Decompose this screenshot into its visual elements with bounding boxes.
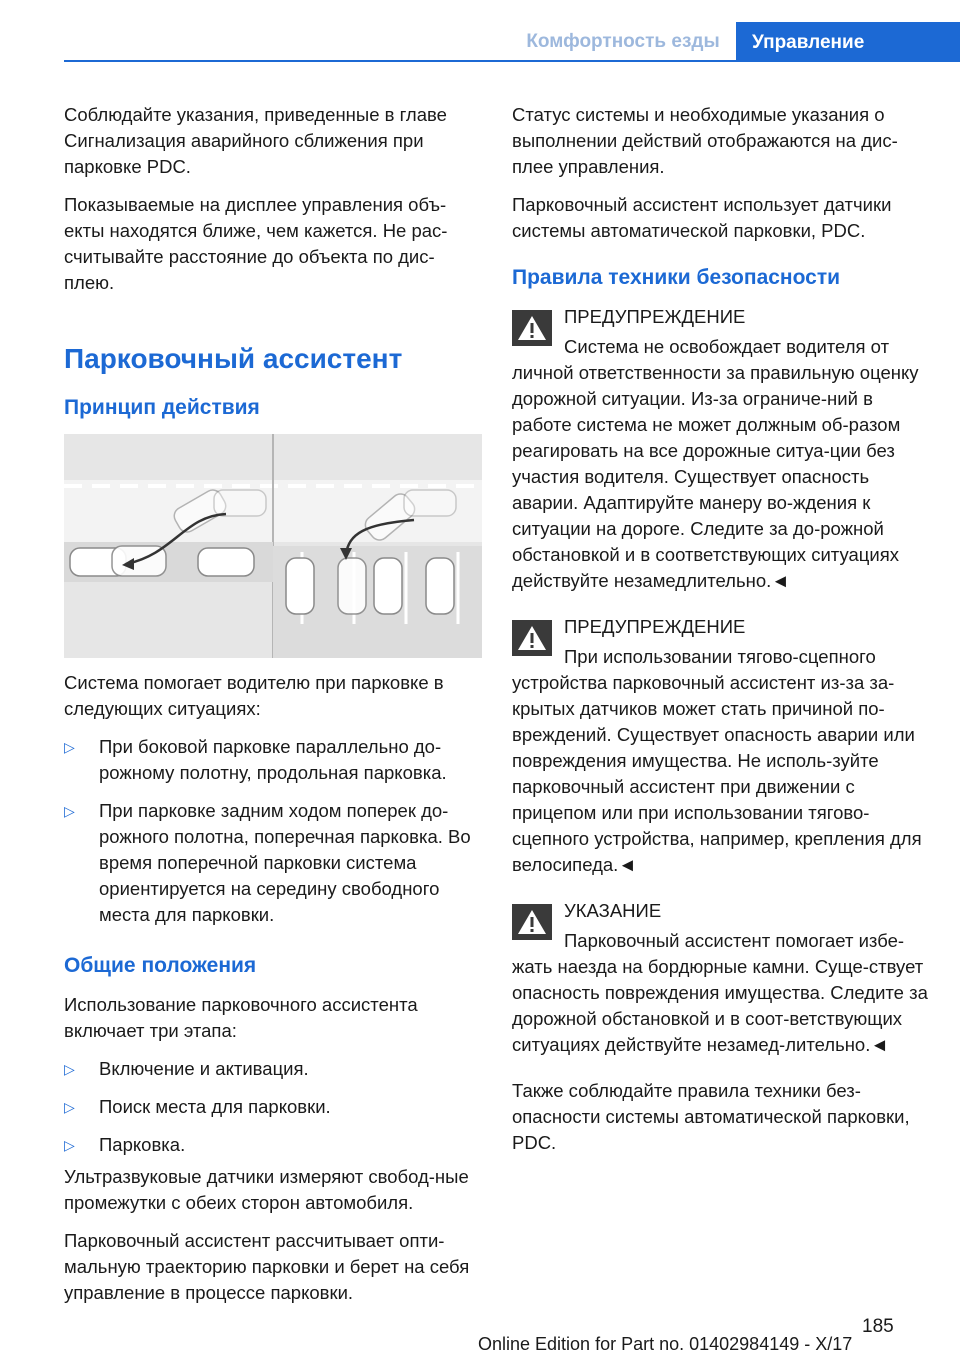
header-rule <box>64 60 960 62</box>
list-item-text: Поиск места для парковки. <box>99 1096 331 1117</box>
warning-title: ПРЕДУПРЕЖДЕНИЕ <box>564 616 746 637</box>
triangle-bullet-icon: ▷ <box>64 1137 75 1153</box>
paragraph: Парковочный ассистент рассчитывает опти-мальную траекторию парковки и берет на себя управление в процессе парковки. <box>64 1230 470 1303</box>
paragraph: Также соблюдайте правила техники без-опасности системы автоматической парковки, PDC. <box>512 1080 910 1153</box>
parking-diagram <box>64 434 482 658</box>
paragraph: Соблюдайте указания, приведенные в главе Сигнализация аварийного сближения при парковке PDC. <box>64 104 447 177</box>
list-item-text: Включение и активация. <box>99 1058 309 1079</box>
notice-text-first: Парковочный ассистент помогает избе- <box>564 930 905 951</box>
subsection-title-principle: Принцип действия <box>64 396 260 419</box>
stages-list <box>64 1056 482 1158</box>
warning-icon <box>512 620 552 656</box>
triangle-bullet-icon: ▷ <box>64 1099 75 1115</box>
list-item <box>64 798 482 928</box>
subsection-title-general: Общие положения <box>64 954 257 977</box>
warning-title: ПРЕДУПРЕЖДЕНИЕ <box>564 306 746 327</box>
page-number: 185 <box>862 1316 894 1337</box>
paragraph: Ультразвуковые датчики измеряют свобод-ные промежутки с обеих сторон автомобиля. <box>64 1166 469 1213</box>
paragraph: Статус системы и необходимые указания о выполнении действий отображаются на дис-плее управления. <box>512 104 898 177</box>
warning-text-first: При использовании тягово-сцепного <box>564 646 876 667</box>
right-column <box>512 102 930 1168</box>
warning-block <box>512 614 930 878</box>
triangle-bullet-icon: ▷ <box>64 803 75 819</box>
list-item <box>64 1094 482 1120</box>
warning-icon <box>512 904 552 940</box>
notice-title: УКАЗАНИЕ <box>564 900 662 921</box>
notice-block <box>512 898 930 1058</box>
list-item-text: При боковой парковке параллельно до-рожному полотну, продольная парковка. <box>99 736 447 783</box>
subsection-title-safety: Правила техники безопасности <box>512 266 841 289</box>
footer-edition: Online Edition for Part no. 01402984149 - X/17 <box>478 1334 853 1354</box>
list-item <box>64 734 482 786</box>
section-title: Парковочный ассистент <box>64 343 403 374</box>
paragraph: Показываемые на дисплее управления объ-екты находятся ближе, чем кажется. Не рас-считывайте расстояние до объекта по дис-плею. <box>64 194 448 293</box>
warning-icon <box>512 310 552 346</box>
list-item-text: Парковка. <box>99 1134 186 1155</box>
triangle-bullet-icon: ▷ <box>64 1061 75 1077</box>
paragraph: Парковочный ассистент использует датчики системы автоматической парковки, PDC. <box>512 194 892 241</box>
header-chapter: Управление <box>736 22 960 62</box>
warning-text: устройства парковочный ассистент из-за за-крытых датчиков может стать причиной по-вреждений. Существует опасность аварии или повреждения имущества. Не исполь-зуйте парковочный ассистент при движении с прицепом или при использовании тягово-сцепного устройства, например, крепления для велосипеда.◄ <box>512 672 922 875</box>
parking-illustration <box>64 434 482 658</box>
warning-text-first: Система не освобождает водителя от <box>564 336 890 357</box>
situation-list <box>64 734 482 928</box>
triangle-bullet-icon: ▷ <box>64 739 75 755</box>
paragraph: Система помогает водителю при парковке в следующих ситуациях: <box>64 672 444 719</box>
list-item <box>64 1056 482 1082</box>
notice-text: жать наезда на бордюрные камни. Суще-ствует опасность повреждения имущества. Следите за дорожной обстановкой и в соот-ветствующих ситуациях действуйте незамед-лительно.◄ <box>512 956 928 1055</box>
paragraph: Использование парковочного ассистента включает три этапа: <box>64 994 418 1041</box>
left-column <box>64 102 482 1318</box>
warning-text: личной ответственности за правильную оценку дорожной ситуации. Из-за ограниче-ний в работе система не может должным об-разом реагировать на все дорожные ситуа-ции без участия водителя. Существует опасность аварии. Адаптируйте манеру во-ждения к ситуации на дороге. Следите за до-рожной обстановкой и в соответствующих ситуациях действуйте незамедлительно.◄ <box>512 362 919 591</box>
warning-block <box>512 304 930 594</box>
list-item <box>64 1132 482 1158</box>
header-section: Комфортность езды <box>526 31 720 52</box>
list-item-text: При парковке задним ходом поперек до-рожного полотна, поперечная парковка. Во время поперечной парковки система ориентируется на середину свободного места для парковки. <box>99 800 471 925</box>
